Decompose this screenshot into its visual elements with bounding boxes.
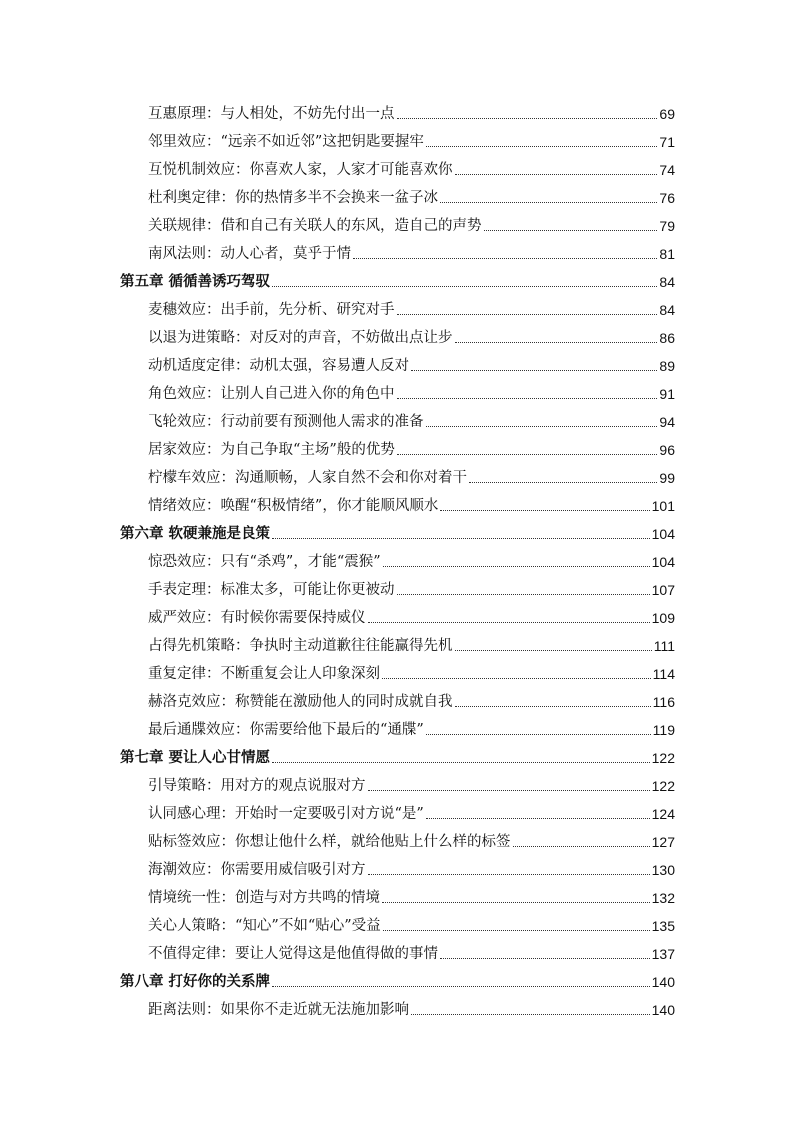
dot-leader <box>455 650 652 651</box>
dot-leader <box>455 706 651 707</box>
toc-entry-row[interactable] <box>120 237 675 265</box>
entry-title: 邻里效应：“远亲不如近邻”这把钥匙要握牢 <box>148 134 424 150</box>
entry-title: 重复定律：不断重复会让人印象深刻 <box>148 666 380 682</box>
entry-title: 情绪效应：唤醒“积极情绪”，你才能顺风顺水 <box>148 498 439 514</box>
toc-entry-row[interactable] <box>120 797 675 825</box>
toc-entry-row[interactable] <box>120 881 675 909</box>
dot-leader <box>383 930 650 931</box>
dot-leader <box>272 986 650 987</box>
toc-entry-row[interactable] <box>120 853 675 881</box>
dot-leader <box>272 538 650 539</box>
dot-leader <box>397 454 658 455</box>
page-number: 130 <box>651 862 675 878</box>
page-number: 89 <box>659 358 675 374</box>
page-number: 96 <box>659 442 675 458</box>
page-number: 101 <box>651 498 675 514</box>
dot-leader <box>397 314 658 315</box>
entry-title: 认同感心理：开始时一定要吸引对方说“是” <box>148 806 424 822</box>
dot-leader <box>440 510 649 511</box>
toc-entry-row[interactable] <box>120 181 675 209</box>
chapter-title: 第七章 要让人心甘情愿 <box>120 749 271 766</box>
page-number: 74 <box>659 162 675 178</box>
dot-leader <box>411 370 657 371</box>
toc-entry-row[interactable] <box>120 769 675 797</box>
toc-entry-row[interactable] <box>120 545 675 573</box>
page-number: 116 <box>652 694 675 710</box>
entry-title: 动机适度定律：动机太强，容易遭人反对 <box>148 358 409 374</box>
toc-entry-row[interactable] <box>120 713 675 741</box>
toc-entry-row[interactable] <box>120 937 675 965</box>
toc-entry-row[interactable] <box>120 601 675 629</box>
entry-title: 占得先机策略：争执时主动道歉往往能赢得先机 <box>148 638 453 654</box>
toc-entry-row[interactable] <box>120 685 675 713</box>
dot-leader <box>440 958 650 959</box>
dot-leader <box>426 734 651 735</box>
entry-title: 威严效应：有时候你需要保持威仪 <box>148 610 366 626</box>
toc-entry-row[interactable] <box>120 125 675 153</box>
toc-entry-row[interactable] <box>120 321 675 349</box>
toc-entry-row[interactable] <box>120 657 675 685</box>
toc-chapter-row[interactable] <box>120 741 675 769</box>
page-number: 81 <box>659 246 675 262</box>
entry-title: 引导策略：用对方的观点说服对方 <box>148 778 366 794</box>
entry-title: 以退为进策略：对反对的声音，不妨做出点让步 <box>148 330 453 346</box>
dot-leader <box>272 286 657 287</box>
page-number: 122 <box>651 778 675 794</box>
entry-title: 手表定理：标准太多，可能让你更被动 <box>148 582 395 598</box>
entry-title: 角色效应：让别人自己进入你的角色中 <box>148 386 395 402</box>
toc-entry-row[interactable] <box>120 909 675 937</box>
entry-title: 不值得定律：要让人觉得这是他值得做的事情 <box>148 946 438 962</box>
entry-title: 麦穗效应：出手前，先分析、研究对手 <box>148 302 395 318</box>
dot-leader <box>484 230 658 231</box>
page-number: 124 <box>651 806 675 822</box>
table-of-contents <box>120 97 675 1021</box>
toc-entry-row[interactable] <box>120 153 675 181</box>
dot-leader <box>397 118 658 119</box>
dot-leader <box>382 902 650 903</box>
page-number: 91 <box>659 386 675 402</box>
entry-title: 互惠原理：与人相处，不妨先付出一点 <box>148 106 395 122</box>
entry-title: 情境统一性：创造与对方共鸣的情境 <box>148 890 380 906</box>
page-number: 76 <box>659 190 675 206</box>
entry-title: 关联规律：借和自己有关联人的东风，造自己的声势 <box>148 218 482 234</box>
page-number: 84 <box>659 274 675 290</box>
entry-title: 最后通牒效应：你需要给他下最后的“通牒” <box>148 722 424 738</box>
page-number: 119 <box>652 722 675 738</box>
toc-entry-row[interactable] <box>120 433 675 461</box>
dot-leader <box>440 202 657 203</box>
toc-entry-row[interactable] <box>120 209 675 237</box>
dot-leader <box>469 482 657 483</box>
dot-leader <box>426 146 658 147</box>
page-number: 107 <box>651 582 675 598</box>
entry-title: 飞轮效应：行动前要有预测他人需求的准备 <box>148 414 424 430</box>
toc-entry-row[interactable] <box>120 573 675 601</box>
page-number: 99 <box>659 470 675 486</box>
toc-entry-row[interactable] <box>120 97 675 125</box>
page-number: 69 <box>659 106 675 122</box>
page-number: 140 <box>651 1002 675 1018</box>
toc-entry-row[interactable] <box>120 825 675 853</box>
page-number: 84 <box>659 302 675 318</box>
toc-entry-row[interactable] <box>120 461 675 489</box>
dot-leader <box>272 762 650 763</box>
dot-leader <box>455 174 658 175</box>
dot-leader <box>513 846 650 847</box>
toc-entry-row[interactable] <box>120 993 675 1021</box>
chapter-title: 第八章 打好你的关系牌 <box>120 973 271 990</box>
dot-leader <box>382 678 651 679</box>
toc-entry-row[interactable] <box>120 349 675 377</box>
chapter-title: 第六章 软硬兼施是良策 <box>120 525 271 542</box>
dot-leader <box>383 566 650 567</box>
page-number: 104 <box>651 526 675 542</box>
page-number: 140 <box>651 974 675 990</box>
toc-entry-row[interactable] <box>120 629 675 657</box>
entry-title: 杜利奥定律：你的热情多半不会换来一盆子冰 <box>148 190 438 206</box>
page-number: 109 <box>651 610 675 626</box>
dot-leader <box>426 818 650 819</box>
entry-title: 居家效应：为自己争取“主场”般的优势 <box>148 442 395 458</box>
page-number: 132 <box>651 890 675 906</box>
toc-chapter-row[interactable] <box>120 265 675 293</box>
dot-leader <box>426 426 658 427</box>
page-number: 137 <box>651 946 675 962</box>
chapter-title: 第五章 循循善诱巧驾驭 <box>120 273 271 290</box>
page-number: 114 <box>652 666 675 682</box>
dot-leader <box>353 258 657 259</box>
page-number: 135 <box>651 918 675 934</box>
toc-entry-row[interactable] <box>120 405 675 433</box>
entry-title: 南风法则：动人心者，莫乎于情 <box>148 246 351 262</box>
entry-title: 海潮效应：你需要用威信吸引对方 <box>148 862 366 878</box>
entry-title: 赫洛克效应：称赞能在激励他人的同时成就自我 <box>148 694 453 710</box>
page-number: 94 <box>659 414 675 430</box>
toc-chapter-row[interactable] <box>120 965 675 993</box>
toc-entry-row[interactable] <box>120 293 675 321</box>
entry-title: 贴标签效应：你想让他什么样，就给他贴上什么样的标签 <box>148 834 511 850</box>
page-number: 127 <box>651 834 675 850</box>
page-number: 122 <box>651 750 675 766</box>
entry-title: 惊恐效应：只有“杀鸡”，才能“震猴” <box>148 554 381 570</box>
page-number: 111 <box>653 638 675 654</box>
toc-chapter-row[interactable] <box>120 517 675 545</box>
dot-leader <box>397 398 658 399</box>
page-number: 86 <box>659 330 675 346</box>
entry-title: 柠檬车效应：沟通顺畅，人家自然不会和你对着干 <box>148 470 467 486</box>
toc-entry-row[interactable] <box>120 377 675 405</box>
dot-leader <box>368 790 650 791</box>
dot-leader <box>411 1014 650 1015</box>
dot-leader <box>368 874 650 875</box>
page-number: 79 <box>659 218 675 234</box>
dot-leader <box>368 622 650 623</box>
page-number: 71 <box>659 134 675 150</box>
dot-leader <box>455 342 658 343</box>
entry-title: 互悦机制效应：你喜欢人家，人家才可能喜欢你 <box>148 162 453 178</box>
entry-title: 距离法则：如果你不走近就无法施加影响 <box>148 1002 409 1018</box>
page-number: 104 <box>651 554 675 570</box>
dot-leader <box>397 594 650 595</box>
entry-title: 关心人策略：“知心”不如“贴心”受益 <box>148 918 381 934</box>
toc-entry-row[interactable] <box>120 489 675 517</box>
